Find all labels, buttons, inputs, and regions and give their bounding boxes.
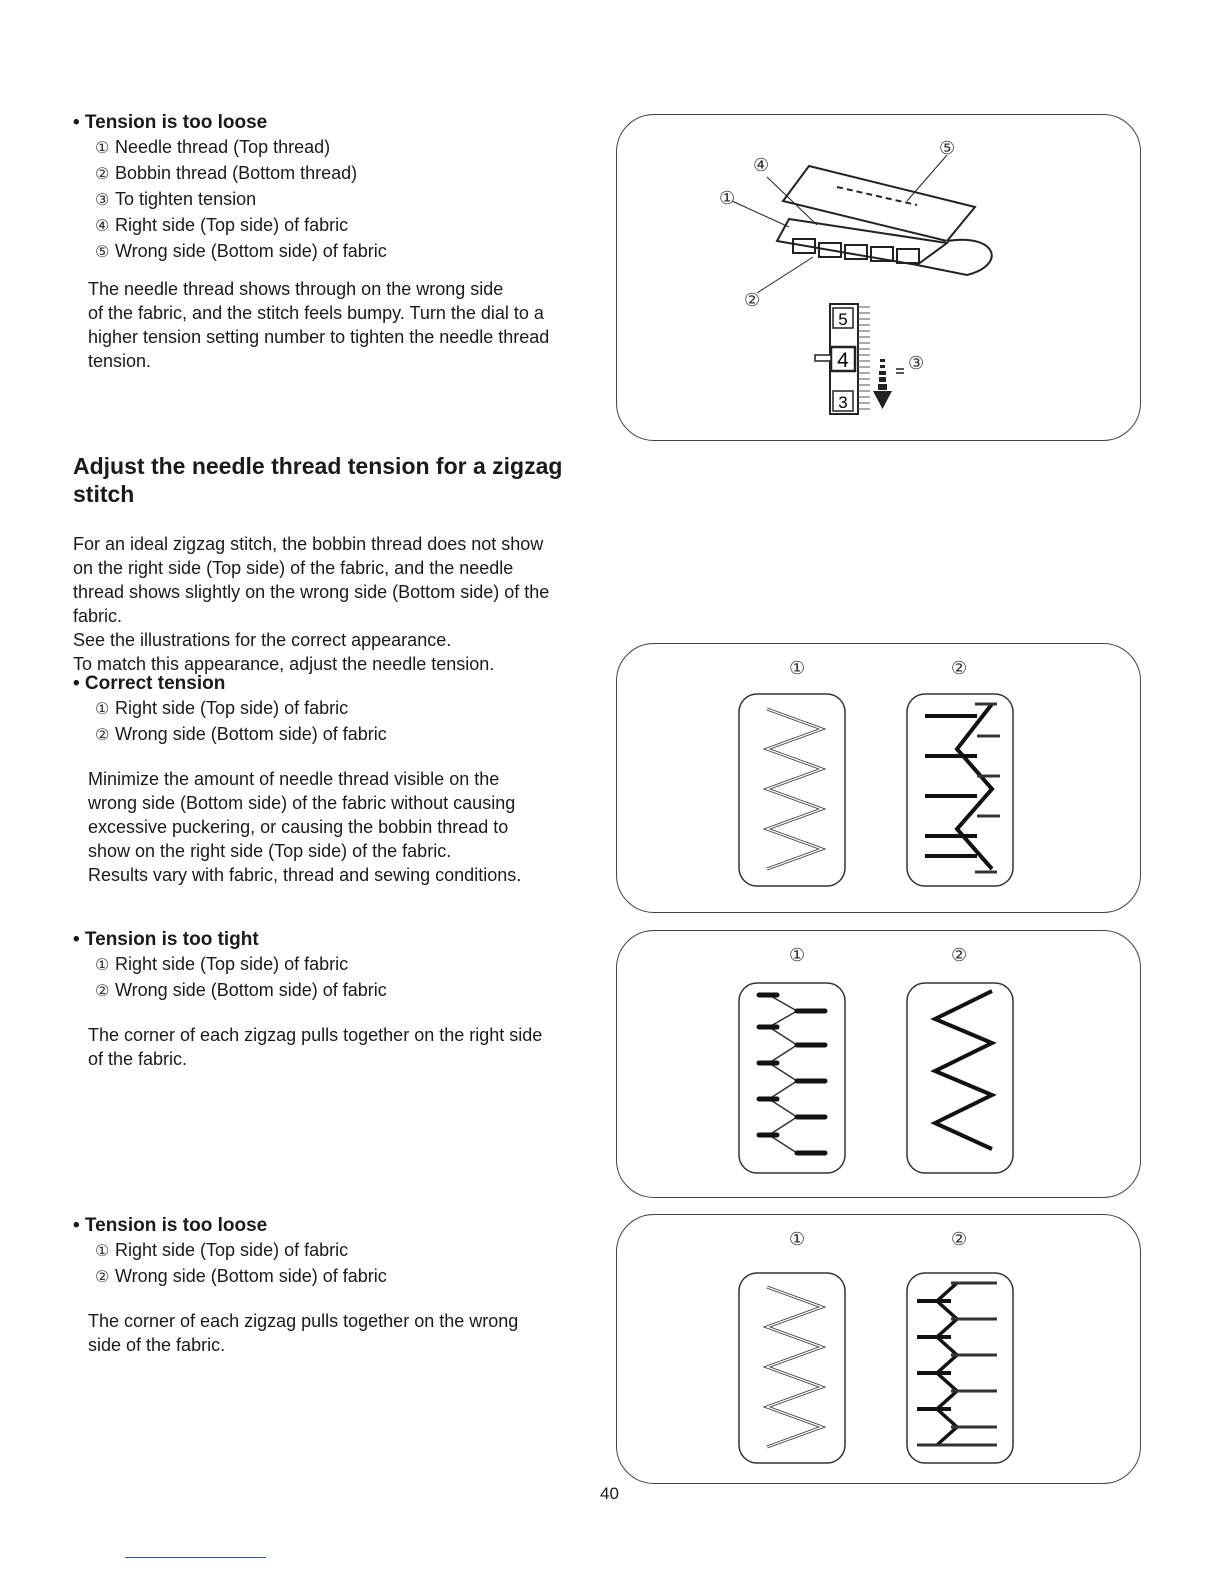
section-loose-bottom: • Tension is too loose ① Right side (Top side) of fabric ② Wrong side (Bottom side) of fabric bbox=[73, 1214, 613, 1290]
callout-label: ② bbox=[744, 290, 761, 311]
callout-label: ④ bbox=[753, 155, 770, 176]
section-loose-top-paragraph: The needle thread shows through on the wrong side of the fabric, and the stitch feels bumpy. Turn the dial to a higher tension setting number to tighten the needle thread tension. bbox=[88, 279, 550, 371]
panel-label: ② bbox=[951, 945, 968, 965]
bottom-rule bbox=[125, 1557, 266, 1558]
fabric-and-dial-illustration bbox=[617, 115, 1142, 442]
list-item: ① Right side (Top side) of fabric bbox=[95, 954, 349, 974]
panel-label: ① bbox=[789, 658, 806, 678]
list-item: ① Right side (Top side) of fabric bbox=[95, 698, 349, 718]
page-number: 40 bbox=[600, 1484, 619, 1503]
list-item: ④ Right side (Top side) of fabric bbox=[95, 215, 349, 235]
list-item: ② Wrong side (Bottom side) of fabric bbox=[95, 1266, 387, 1286]
loose-tension-figure bbox=[616, 1214, 1141, 1484]
panel-label: ② bbox=[951, 658, 968, 678]
list-item: ② Wrong side (Bottom side) of fabric bbox=[95, 980, 387, 1000]
callout-label: ⑤ bbox=[939, 138, 956, 159]
section-correct: • Correct tension ① Right side (Top side) of fabric ② Wrong side (Bottom side) of fabric bbox=[73, 672, 613, 748]
zigzag-intro: For an ideal zigzag stitch, the bobbin thread does not show on the right side (Top side) of the fabric, and the needle thread shows slightly on the wrong side (Bottom side) of the fabric. See the illustrations for the correct appearance. To match this appearance, adjust the needle tension. bbox=[73, 534, 550, 674]
list-item: ② Bobbin thread (Bottom thread) bbox=[95, 163, 358, 183]
panel-label: ① bbox=[789, 1229, 806, 1249]
dial-number: 5 bbox=[838, 310, 848, 329]
zigzag-heading: Adjust the needle thread tension for a zigzag stitch bbox=[73, 453, 563, 507]
list-item: ⑤ Wrong side (Bottom side) of fabric bbox=[95, 241, 387, 261]
panel-label: ① bbox=[789, 945, 806, 965]
section-correct-paragraph: Minimize the amount of needle thread visible on the wrong side (Bottom side) of the fabric without causing excessive puckering, or causing the bobbin thread to show on the right side (Top side) of the fabric. Results vary with fabric, thread and sewing conditions. bbox=[88, 769, 522, 885]
section-tight: • Tension is too tight ① Right side (Top side) of fabric ② Wrong side (Bottom side) of fabric bbox=[73, 928, 613, 1004]
list-item: ① Needle thread (Top thread) bbox=[95, 137, 331, 157]
fabric-swatch-right-side bbox=[739, 694, 845, 886]
dial-number: 4 bbox=[837, 349, 849, 372]
tight-tension-figure bbox=[616, 930, 1141, 1198]
list-item: ③ To tighten tension bbox=[95, 189, 257, 209]
dial-number: 3 bbox=[838, 393, 848, 412]
section-loose-top bbox=[73, 111, 613, 265]
panel-label: ② bbox=[951, 1229, 968, 1249]
down-arrow-icon bbox=[873, 359, 892, 409]
callout-label: ③ bbox=[908, 353, 925, 374]
section-loose-bottom-paragraph: The corner of each zigzag pulls together on the wrong side of the fabric. bbox=[88, 1311, 519, 1355]
callout-label: ① bbox=[719, 188, 736, 209]
correct-tension-figure bbox=[616, 643, 1141, 913]
tension-dial-figure bbox=[616, 114, 1141, 441]
section-tight-paragraph: The corner of each zigzag pulls together on the right side of the fabric. bbox=[88, 1025, 543, 1069]
list-item: ② Wrong side (Bottom side) of fabric bbox=[95, 724, 387, 744]
list-item: ① Right side (Top side) of fabric bbox=[95, 1240, 349, 1260]
section-title: • Tension is too loose bbox=[73, 112, 268, 133]
